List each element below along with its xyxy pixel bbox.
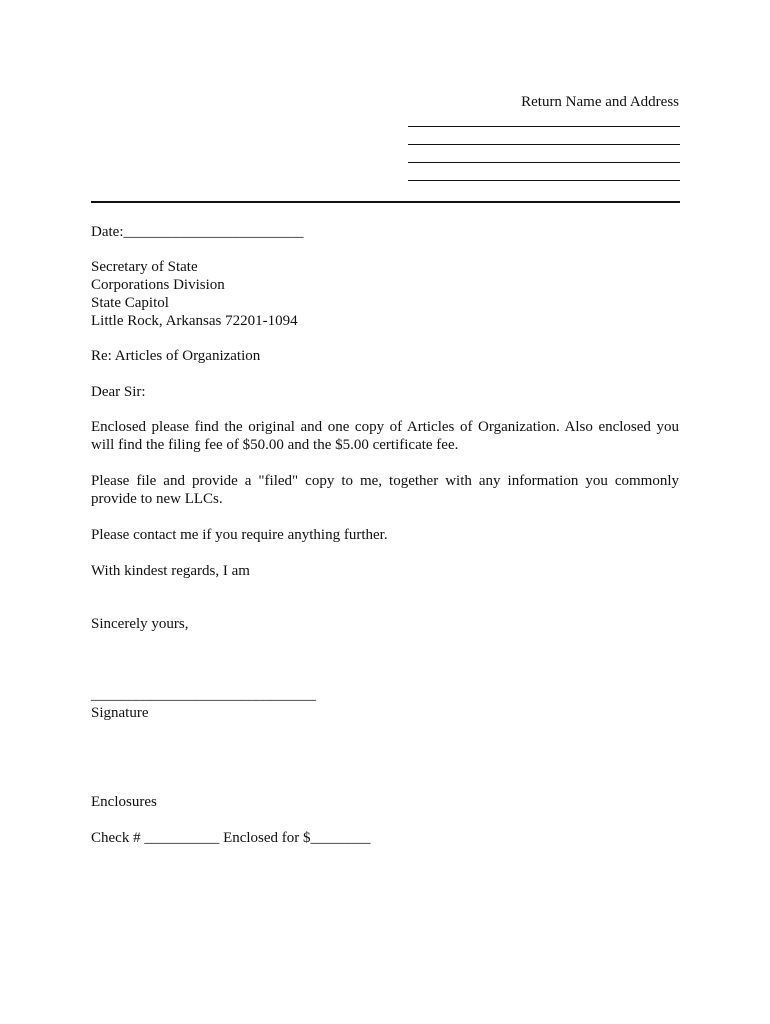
subject-line: Re: Articles of Organization [91, 348, 261, 364]
signature-label: Signature [91, 705, 149, 721]
recipient-line-4: Little Rock, Arkansas 72201-1094 [91, 313, 298, 329]
signature-line: ______________________________ [91, 687, 316, 703]
header-divider [91, 201, 680, 203]
recipient-line-3: State Capitol [91, 295, 169, 311]
date-field: Date:________________________ [91, 224, 304, 240]
recipient-line-2: Corporations Division [91, 277, 225, 293]
return-name-address-label: Return Name and Address [521, 94, 679, 110]
closing: Sincerely yours, [91, 616, 189, 632]
check-enclosed-line: Check # __________ Enclosed for $________ [91, 830, 371, 846]
body-paragraph-3: Please contact me if you require anything further. [91, 527, 388, 543]
enclosures-label: Enclosures [91, 794, 157, 810]
return-address-line-4 [408, 180, 680, 181]
salutation: Dear Sir: [91, 384, 146, 400]
body-paragraph-2: Please file and provide a "filed" copy to me, together with any information you commonly provide to new LLCs. [91, 473, 679, 507]
return-address-line-1 [408, 126, 680, 127]
body-paragraph-1: Enclosed please find the original and one copy of Articles of Organization. Also enclosed you will find the filing fee of $50.00 and the $5.00 certificate fee. [91, 419, 679, 453]
body-paragraph-4: With kindest regards, I am [91, 563, 250, 579]
return-address-line-2 [408, 144, 680, 145]
recipient-line-1: Secretary of State [91, 259, 198, 275]
return-address-line-3 [408, 162, 680, 163]
